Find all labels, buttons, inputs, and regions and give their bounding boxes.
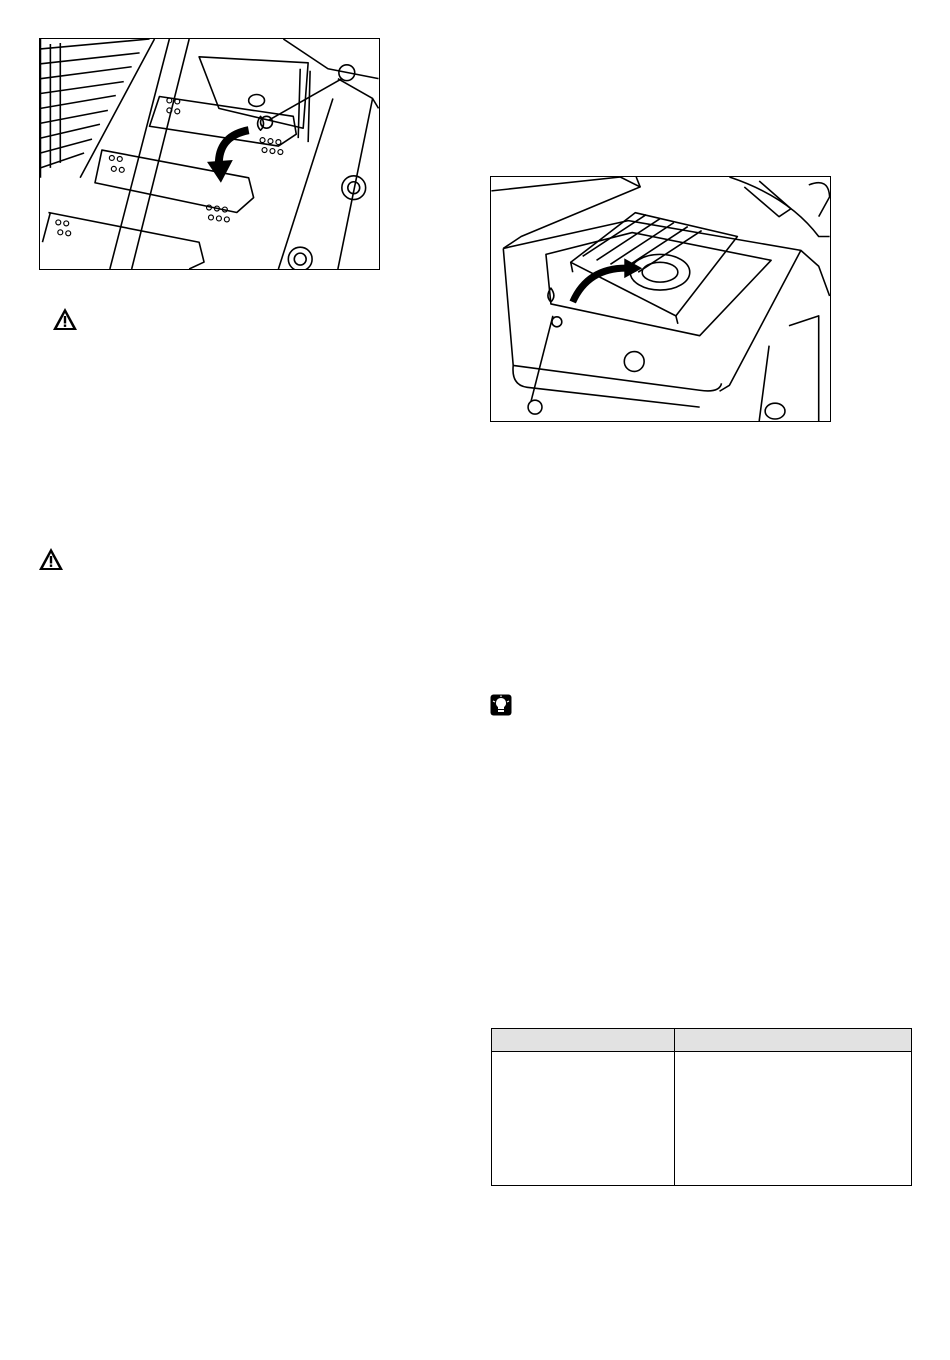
warning-triangle-icon (38, 547, 64, 571)
table-header-cell (492, 1029, 675, 1052)
grill-burner-illustration-icon (40, 39, 379, 269)
table-row (492, 1052, 912, 1186)
illustration-grill-burner (39, 38, 380, 270)
illustration-side-burner (490, 176, 831, 422)
warning-triangle-icon (52, 307, 78, 331)
table-header-row (492, 1029, 912, 1052)
table-cell (675, 1052, 912, 1186)
info-table (491, 1028, 912, 1186)
side-burner-illustration-icon (491, 177, 830, 421)
table-cell (492, 1052, 675, 1186)
lightbulb-tip-icon (490, 694, 512, 716)
table-header-cell (675, 1029, 912, 1052)
